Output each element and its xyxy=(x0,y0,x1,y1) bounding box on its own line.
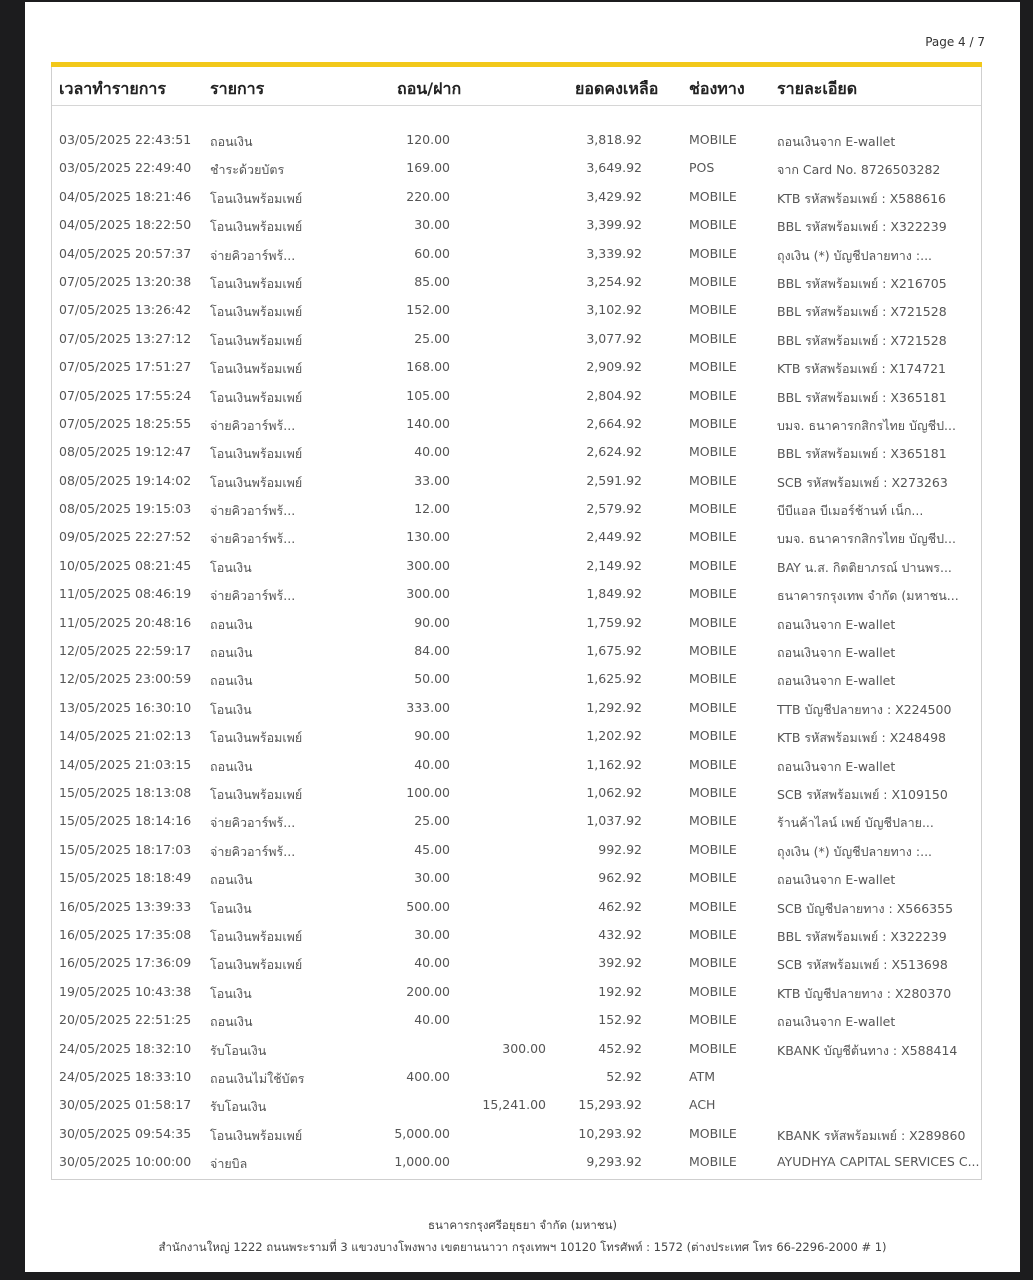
cell-datetime: 07/05/2025 13:20:38 xyxy=(59,273,192,289)
cell-withdraw: 45.00 xyxy=(414,841,450,857)
cell-withdraw: 168.00 xyxy=(406,359,450,375)
cell-datetime: 04/05/2025 18:22:50 xyxy=(59,217,192,233)
cell-detail: บมจ. ธนาคารกสิกรไทย บัญชีป... xyxy=(777,417,956,433)
cell-description: จ่ายคิวอาร์พร้... xyxy=(210,531,296,547)
cell-balance: 3,649.92 xyxy=(586,160,642,176)
cell-channel: MOBILE xyxy=(689,273,737,289)
cell-channel: MOBILE xyxy=(689,1125,737,1141)
table-row xyxy=(52,382,981,410)
cell-withdraw: 25.00 xyxy=(414,813,450,829)
cell-detail: KBANK บัญชีต้นทาง : X588414 xyxy=(777,1042,958,1058)
cell-balance: 962.92 xyxy=(598,870,642,886)
cell-channel: MOBILE xyxy=(689,245,737,261)
cell-withdraw: 300.00 xyxy=(406,557,450,573)
cell-balance: 1,759.92 xyxy=(586,614,642,630)
cell-description: ถอนเงิน xyxy=(210,616,253,632)
cell-detail: ถอนเงินจาก E-wallet xyxy=(777,758,896,774)
cell-balance: 2,624.92 xyxy=(586,444,642,460)
cell-channel: MOBILE xyxy=(689,955,737,971)
cell-channel: MOBILE xyxy=(689,671,737,687)
cell-channel: MOBILE xyxy=(689,501,737,517)
cell-detail: ถอนเงินจาก E-wallet xyxy=(777,645,896,661)
cell-description: โอนเงินพร้อมเพย์ xyxy=(210,730,303,746)
header-description: รายการ xyxy=(210,79,265,98)
table-row xyxy=(52,1035,981,1063)
cell-balance: 9,293.92 xyxy=(586,1154,642,1170)
cell-withdraw: 5,000.00 xyxy=(394,1125,450,1141)
cell-balance: 3,254.92 xyxy=(586,273,642,289)
cell-balance: 2,804.92 xyxy=(586,387,642,403)
cell-datetime: 14/05/2025 21:02:13 xyxy=(59,728,192,744)
footer xyxy=(25,1214,1020,1258)
table-row xyxy=(52,751,981,779)
cell-balance: 2,579.92 xyxy=(586,501,642,517)
cell-channel: MOBILE xyxy=(689,330,737,346)
cell-description: โอนเงินพร้อมเพย์ xyxy=(210,928,303,944)
statement-page xyxy=(25,2,1020,1272)
cell-detail: KBANK รหัสพร้อมเพย์ : X289860 xyxy=(777,1127,966,1143)
cell-balance: 462.92 xyxy=(598,898,642,914)
cell-withdraw: 25.00 xyxy=(414,330,450,346)
cell-datetime: 15/05/2025 18:14:16 xyxy=(59,813,192,829)
table-row xyxy=(52,296,981,324)
header-detail: รายละเอียด xyxy=(777,79,858,98)
cell-datetime: 07/05/2025 13:26:42 xyxy=(59,302,192,318)
cell-datetime: 11/05/2025 20:48:16 xyxy=(59,614,192,630)
cell-description: จ่ายคิวอาร์พร้... xyxy=(210,815,296,831)
cell-datetime: 08/05/2025 19:14:02 xyxy=(59,472,192,488)
cell-description: ชำระด้วยบัตร xyxy=(210,162,285,178)
cell-balance: 1,202.92 xyxy=(586,728,642,744)
cell-withdraw: 90.00 xyxy=(414,614,450,630)
table-row xyxy=(52,495,981,523)
table-row xyxy=(52,268,981,296)
cell-withdraw: 50.00 xyxy=(414,671,450,687)
cell-withdraw: 30.00 xyxy=(414,870,450,886)
cell-description: จ่ายคิวอาร์พร้... xyxy=(210,247,296,263)
cell-channel: MOBILE xyxy=(689,813,737,829)
header-withdraw-deposit: ถอน/ฝาก xyxy=(397,79,462,98)
cell-description: จ่ายคิวอาร์พร้... xyxy=(210,588,296,604)
cell-detail: KTB รหัสพร้อมเพย์ : X174721 xyxy=(777,361,946,377)
cell-withdraw: 200.00 xyxy=(406,983,450,999)
cell-channel: MOBILE xyxy=(689,387,737,403)
table-row xyxy=(52,240,981,268)
cell-balance: 392.92 xyxy=(598,955,642,971)
cell-balance: 1,162.92 xyxy=(586,756,642,772)
cell-detail: SCB รหัสพร้อมเพย์ : X513698 xyxy=(777,957,948,973)
table-row xyxy=(52,807,981,835)
cell-detail: BBL รหัสพร้อมเพย์ : X365181 xyxy=(777,446,947,462)
cell-datetime: 14/05/2025 21:03:15 xyxy=(59,756,192,772)
cell-detail: บีบีแอล บีเมอร์ช้านท์ เน็ก... xyxy=(777,503,924,519)
cell-channel: POS xyxy=(689,160,715,176)
cell-datetime: 30/05/2025 10:00:00 xyxy=(59,1154,192,1170)
cell-detail: SCB รหัสพร้อมเพย์ : X109150 xyxy=(777,786,948,802)
table-row xyxy=(52,1006,981,1034)
cell-balance: 152.92 xyxy=(598,1012,642,1028)
cell-balance: 1,625.92 xyxy=(586,671,642,687)
cell-datetime: 07/05/2025 17:55:24 xyxy=(59,387,192,403)
cell-datetime: 24/05/2025 18:32:10 xyxy=(59,1040,192,1056)
cell-description: โอนเงินพร้อมเพย์ xyxy=(210,786,303,802)
cell-description: จ่ายคิวอาร์พร้... xyxy=(210,503,296,519)
cell-channel: MOBILE xyxy=(689,699,737,715)
table-row xyxy=(52,154,981,182)
cell-datetime: 09/05/2025 22:27:52 xyxy=(59,529,192,545)
cell-withdraw: 40.00 xyxy=(414,444,450,460)
cell-channel: MOBILE xyxy=(689,529,737,545)
table-body xyxy=(52,126,981,1176)
table-row xyxy=(52,978,981,1006)
cell-channel: MOBILE xyxy=(689,784,737,800)
cell-balance: 3,102.92 xyxy=(586,302,642,318)
cell-description: ถอนเงิน xyxy=(210,1014,253,1030)
cell-datetime: 03/05/2025 22:43:51 xyxy=(59,132,192,147)
cell-description: ถอนเงิน xyxy=(210,758,253,774)
cell-detail: จาก Card No. 8726503282 xyxy=(777,162,941,178)
cell-withdraw: 130.00 xyxy=(406,529,450,545)
cell-datetime: 12/05/2025 22:59:17 xyxy=(59,643,192,659)
cell-datetime: 30/05/2025 09:54:35 xyxy=(59,1125,192,1141)
cell-balance: 2,591.92 xyxy=(586,472,642,488)
cell-balance: 1,292.92 xyxy=(586,699,642,715)
footer-address: สำนักงานใหญ่ 1222 ถนนพระรามที่ 3 แขวงบางโพงพาง เขตยานนาวา กรุงเทพฯ 10120 โทรศัพท์ : 1572 (ต่างประเทศ โทร 66-2296-2000 # 1) xyxy=(158,1240,887,1254)
cell-withdraw: 100.00 xyxy=(406,784,450,800)
cell-datetime: 07/05/2025 13:27:12 xyxy=(59,330,192,346)
cell-detail: ธนาคารกรุงเทพ จำกัด (มหาชน... xyxy=(777,588,959,604)
cell-datetime: 03/05/2025 22:49:40 xyxy=(59,160,192,176)
cell-balance: 15,293.92 xyxy=(578,1097,642,1113)
cell-description: รับโอนเงิน xyxy=(210,1099,267,1115)
cell-datetime: 16/05/2025 17:36:09 xyxy=(59,955,192,971)
cell-description: โอนเงินพร้อมเพย์ xyxy=(210,474,303,490)
table-row xyxy=(52,637,981,665)
table-row xyxy=(52,722,981,750)
cell-detail: BBL รหัสพร้อมเพย์ : X322239 xyxy=(777,219,947,235)
table-row xyxy=(52,1148,981,1176)
cell-withdraw: 30.00 xyxy=(414,926,450,942)
cell-description: จ่ายคิวอาร์พร้... xyxy=(210,843,296,859)
cell-description: โอนเงิน xyxy=(210,985,252,1001)
cell-detail: BBL รหัสพร้อมเพย์ : X216705 xyxy=(777,275,947,291)
cell-channel: ATM xyxy=(689,1068,716,1084)
cell-datetime: 07/05/2025 18:25:55 xyxy=(59,415,192,431)
cell-withdraw: 85.00 xyxy=(414,273,450,289)
cell-withdraw: 84.00 xyxy=(414,643,450,659)
cell-description: โอนเงินพร้อมเพย์ xyxy=(210,361,303,377)
cell-channel: MOBILE xyxy=(689,472,737,488)
cell-description: โอนเงิน xyxy=(210,900,252,916)
cell-detail: ถอนเงินจาก E-wallet xyxy=(777,134,896,149)
cell-datetime: 24/05/2025 18:33:10 xyxy=(59,1068,192,1084)
cell-balance: 3,339.92 xyxy=(586,245,642,261)
table-row xyxy=(52,864,981,892)
cell-balance: 1,062.92 xyxy=(586,784,642,800)
table-row xyxy=(52,467,981,495)
cell-withdraw: 12.00 xyxy=(414,501,450,517)
transaction-table xyxy=(51,62,982,1180)
cell-balance: 52.92 xyxy=(606,1068,642,1084)
cell-balance: 10,293.92 xyxy=(578,1125,642,1141)
cell-detail: ร้านค้าไลน์ เพย์ บัญชีปลาย... xyxy=(777,815,934,831)
cell-detail: บมจ. ธนาคารกสิกรไทย บัญชีป... xyxy=(777,531,956,547)
cell-datetime: 13/05/2025 16:30:10 xyxy=(59,699,192,715)
cell-detail: ถุงเงิน (*) บัญชีปลายทาง :... xyxy=(777,247,933,263)
table-row xyxy=(52,1120,981,1148)
cell-balance: 1,037.92 xyxy=(586,813,642,829)
cell-withdraw: 140.00 xyxy=(406,415,450,431)
cell-description: โอนเงิน xyxy=(210,701,252,717)
cell-channel: MOBILE xyxy=(689,728,737,744)
cell-datetime: 11/05/2025 08:46:19 xyxy=(59,586,192,602)
cell-detail: BBL รหัสพร้อมเพย์ : X365181 xyxy=(777,389,947,405)
cell-detail: BAY น.ส. กิตติยาภรณ์ ปานพร... xyxy=(777,559,952,575)
cell-channel: MOBILE xyxy=(689,983,737,999)
cell-description: ถอนเงิน xyxy=(210,673,253,689)
cell-channel: MOBILE xyxy=(689,614,737,630)
cell-description: โอนเงินพร้อมเพย์ xyxy=(210,190,303,206)
cell-datetime: 15/05/2025 18:18:49 xyxy=(59,870,192,886)
cell-channel: ACH xyxy=(689,1097,716,1113)
cell-balance: 3,077.92 xyxy=(586,330,642,346)
table-row xyxy=(52,211,981,239)
cell-balance: 2,664.92 xyxy=(586,415,642,431)
table-row xyxy=(52,126,981,154)
cell-detail: BBL รหัสพร้อมเพย์ : X721528 xyxy=(777,332,947,348)
cell-withdraw: 1,000.00 xyxy=(394,1154,450,1170)
cell-channel: MOBILE xyxy=(689,188,737,204)
cell-deposit: 300.00 xyxy=(502,1040,546,1056)
cell-channel: MOBILE xyxy=(689,302,737,318)
cell-channel: MOBILE xyxy=(689,1012,737,1028)
table-row xyxy=(52,438,981,466)
table-header xyxy=(52,67,981,106)
cell-datetime: 15/05/2025 18:13:08 xyxy=(59,784,192,800)
cell-balance: 2,909.92 xyxy=(586,359,642,375)
cell-balance: 432.92 xyxy=(598,926,642,942)
cell-detail: BBL รหัสพร้อมเพย์ : X322239 xyxy=(777,928,947,944)
table-row xyxy=(52,1063,981,1091)
header-channel: ช่องทาง xyxy=(689,79,745,98)
cell-description: โอนเงินพร้อมเพย์ xyxy=(210,389,303,405)
cell-description: จ่ายคิวอาร์พร้... xyxy=(210,417,296,433)
cell-channel: MOBILE xyxy=(689,1154,737,1170)
cell-withdraw: 40.00 xyxy=(414,1012,450,1028)
table-row xyxy=(52,609,981,637)
cell-channel: MOBILE xyxy=(689,898,737,914)
table-row xyxy=(52,665,981,693)
cell-channel: MOBILE xyxy=(689,1040,737,1056)
cell-channel: MOBILE xyxy=(689,841,737,857)
table-row xyxy=(52,523,981,551)
cell-datetime: 20/05/2025 22:51:25 xyxy=(59,1012,192,1028)
header-datetime: เวลาทำรายการ xyxy=(59,79,166,98)
cell-datetime: 08/05/2025 19:15:03 xyxy=(59,501,192,517)
cell-channel: MOBILE xyxy=(689,217,737,233)
footer-bank-name: ธนาคารกรุงศรีอยุธยา จำกัด (มหาชน) xyxy=(428,1218,617,1232)
cell-channel: MOBILE xyxy=(689,359,737,375)
cell-datetime: 08/05/2025 19:12:47 xyxy=(59,444,192,460)
cell-description: โอนเงิน xyxy=(210,559,252,575)
table-row xyxy=(52,410,981,438)
cell-channel: MOBILE xyxy=(689,132,737,147)
cell-withdraw: 40.00 xyxy=(414,955,450,971)
cell-withdraw: 169.00 xyxy=(406,160,450,176)
table-row xyxy=(52,183,981,211)
cell-datetime: 04/05/2025 20:57:37 xyxy=(59,245,192,261)
cell-description: โอนเงินพร้อมเพย์ xyxy=(210,1127,303,1143)
cell-balance: 992.92 xyxy=(598,841,642,857)
cell-description: โอนเงินพร้อมเพย์ xyxy=(210,332,303,348)
table-row xyxy=(52,694,981,722)
table-row xyxy=(52,836,981,864)
cell-datetime: 10/05/2025 08:21:45 xyxy=(59,557,192,573)
cell-description: ถอนเงิน xyxy=(210,645,253,661)
cell-withdraw: 333.00 xyxy=(406,699,450,715)
cell-withdraw: 120.00 xyxy=(406,132,450,147)
cell-description: ถอนเงิน xyxy=(210,872,253,888)
cell-balance: 192.92 xyxy=(598,983,642,999)
cell-detail: ถอนเงินจาก E-wallet xyxy=(777,1014,896,1030)
table-row xyxy=(52,779,981,807)
cell-withdraw: 40.00 xyxy=(414,756,450,772)
cell-description: โอนเงินพร้อมเพย์ xyxy=(210,957,303,973)
cell-datetime: 19/05/2025 10:43:38 xyxy=(59,983,192,999)
cell-detail: KTB รหัสพร้อมเพย์ : X588616 xyxy=(777,190,946,206)
cell-detail: KTB รหัสพร้อมเพย์ : X248498 xyxy=(777,730,946,746)
cell-withdraw: 300.00 xyxy=(406,586,450,602)
table-row xyxy=(52,325,981,353)
cell-detail: SCB รหัสพร้อมเพย์ : X273263 xyxy=(777,474,948,490)
cell-description: ถอนเงินไม่ใช้บัตร xyxy=(210,1070,305,1086)
cell-balance: 3,429.92 xyxy=(586,188,642,204)
cell-description: ถอนเงิน xyxy=(210,134,253,149)
cell-detail: KTB บัญชีปลายทาง : X280370 xyxy=(777,985,952,1001)
cell-balance: 1,675.92 xyxy=(586,643,642,659)
cell-detail: AYUDHYA CAPITAL SERVICES C... xyxy=(777,1154,980,1170)
cell-detail: BBL รหัสพร้อมเพย์ : X721528 xyxy=(777,304,947,320)
table-row xyxy=(52,353,981,381)
table-row xyxy=(52,1091,981,1119)
cell-balance: 2,149.92 xyxy=(586,557,642,573)
cell-balance: 452.92 xyxy=(598,1040,642,1056)
cell-detail: ถอนเงินจาก E-wallet xyxy=(777,673,896,689)
cell-datetime: 12/05/2025 23:00:59 xyxy=(59,671,192,687)
cell-deposit: 15,241.00 xyxy=(482,1097,546,1113)
cell-detail: ถอนเงินจาก E-wallet xyxy=(777,872,896,888)
cell-withdraw: 400.00 xyxy=(406,1068,450,1084)
cell-datetime: 04/05/2025 18:21:46 xyxy=(59,188,192,204)
cell-detail: TTB บัญชีปลายทาง : X224500 xyxy=(777,701,952,717)
cell-withdraw: 220.00 xyxy=(406,188,450,204)
cell-withdraw: 33.00 xyxy=(414,472,450,488)
cell-balance: 1,849.92 xyxy=(586,586,642,602)
cell-datetime: 15/05/2025 18:17:03 xyxy=(59,841,192,857)
table-row xyxy=(52,921,981,949)
cell-channel: MOBILE xyxy=(689,926,737,942)
cell-description: โอนเงินพร้อมเพย์ xyxy=(210,219,303,235)
cell-datetime: 07/05/2025 17:51:27 xyxy=(59,359,192,375)
cell-description: รับโอนเงิน xyxy=(210,1042,267,1058)
cell-description: โอนเงินพร้อมเพย์ xyxy=(210,275,303,291)
cell-detail: ถุงเงิน (*) บัญชีปลายทาง :... xyxy=(777,843,933,859)
cell-description: จ่ายบิล xyxy=(210,1156,248,1172)
cell-balance: 2,449.92 xyxy=(586,529,642,545)
cell-withdraw: 60.00 xyxy=(414,245,450,261)
cell-withdraw: 152.00 xyxy=(406,302,450,318)
cell-channel: MOBILE xyxy=(689,415,737,431)
cell-channel: MOBILE xyxy=(689,444,737,460)
cell-withdraw: 90.00 xyxy=(414,728,450,744)
table-row xyxy=(52,580,981,608)
cell-withdraw: 500.00 xyxy=(406,898,450,914)
cell-withdraw: 30.00 xyxy=(414,217,450,233)
cell-channel: MOBILE xyxy=(689,557,737,573)
cell-detail: ถอนเงินจาก E-wallet xyxy=(777,616,896,632)
cell-datetime: 30/05/2025 01:58:17 xyxy=(59,1097,192,1113)
table-row xyxy=(52,893,981,921)
cell-datetime: 16/05/2025 13:39:33 xyxy=(59,898,192,914)
cell-channel: MOBILE xyxy=(689,870,737,886)
table-row xyxy=(52,552,981,580)
table-row xyxy=(52,949,981,977)
cell-balance: 3,818.92 xyxy=(586,132,642,147)
cell-datetime: 16/05/2025 17:35:08 xyxy=(59,926,192,942)
cell-detail: SCB บัญชีปลายทาง : X566355 xyxy=(777,900,954,916)
page-number: Page 4 / 7 xyxy=(925,35,985,49)
cell-description: โอนเงินพร้อมเพย์ xyxy=(210,304,303,320)
cell-description: โอนเงินพร้อมเพย์ xyxy=(210,446,303,462)
cell-channel: MOBILE xyxy=(689,643,737,659)
header-balance: ยอดคงเหลือ xyxy=(575,79,659,98)
cell-withdraw: 105.00 xyxy=(406,387,450,403)
cell-channel: MOBILE xyxy=(689,756,737,772)
cell-channel: MOBILE xyxy=(689,586,737,602)
cell-balance: 3,399.92 xyxy=(586,217,642,233)
